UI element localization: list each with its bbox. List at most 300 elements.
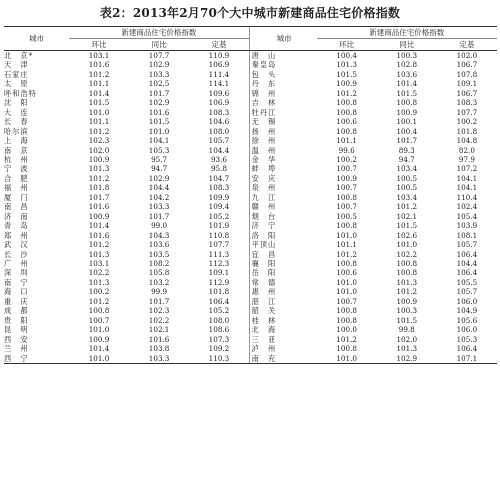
- table-row: [4, 60, 497, 69]
- left-base-cell: 110.8: [208, 230, 230, 240]
- left-yoy-cell: 103.5: [148, 249, 170, 259]
- right-mom-cell: 101.0: [336, 277, 357, 287]
- left-city-cell: 宁 波: [4, 164, 29, 174]
- right-yoy-cell: 102.8: [396, 60, 418, 70]
- mom-header-right: 环比: [317, 39, 377, 51]
- left-city-cell: 南 宁: [4, 277, 29, 287]
- table-row: [4, 316, 497, 325]
- right-mom-cell: 100.7: [336, 164, 357, 174]
- right-city-cell: 九 江: [251, 192, 277, 202]
- right-base-cell: 102.4: [456, 202, 478, 212]
- right-yoy-cell: 100.9: [396, 107, 418, 117]
- left-yoy-cell: 103.6: [148, 240, 170, 250]
- right-yoy-cell: 101.0: [396, 240, 418, 250]
- right-mom-cell: 101.0: [336, 287, 357, 297]
- right-city-cell: 平顶山: [251, 240, 277, 250]
- yoy-header-right: 同比: [377, 39, 437, 51]
- left-mom-cell: 101.4: [88, 221, 110, 231]
- left-base-cell: 107.3: [208, 334, 230, 344]
- right-base-cell: 106.4: [456, 344, 478, 354]
- left-yoy-cell: 102.9: [148, 60, 170, 70]
- right-base-cell: 106.4: [456, 268, 478, 278]
- left-base-cell: 93.6: [210, 154, 227, 164]
- table-row: [4, 51, 497, 61]
- table-row: [4, 70, 497, 79]
- right-yoy-cell: 94.7: [398, 154, 415, 164]
- left-yoy-cell: 103.3: [148, 69, 170, 79]
- group-header-right: 新建商品住宅价格指数: [317, 27, 497, 39]
- right-city-cell: 温 州: [251, 145, 277, 155]
- left-yoy-cell: 102.1: [148, 325, 170, 335]
- right-mom-cell: 101.0: [317, 354, 377, 364]
- right-mom-cell: 100.8: [336, 126, 357, 136]
- left-city-cell: 呼和浩特: [4, 88, 37, 98]
- left-city-cell: 济 南: [4, 211, 29, 221]
- left-city-cell: 合 肥: [4, 173, 29, 183]
- left-city-cell: 贵 阳: [4, 315, 29, 325]
- left-city-cell: 重 庆: [4, 296, 29, 306]
- left-city-cell: 石家庄: [4, 69, 29, 79]
- right-yoy-cell: 101.5: [396, 88, 418, 98]
- left-base-cell: 109.2: [208, 344, 230, 354]
- left-yoy-cell: 103.2: [148, 277, 170, 287]
- left-mom-cell: 101.0: [88, 107, 110, 117]
- left-mom-cell: 101.2: [88, 126, 110, 136]
- right-yoy-cell: 102.2: [396, 249, 418, 259]
- right-city-cell: 三 亚: [251, 334, 277, 344]
- table-row: [4, 193, 497, 202]
- left-city-cell: 深 圳: [4, 268, 29, 278]
- table-row: [4, 117, 497, 126]
- left-base-cell: 106.4: [208, 296, 230, 306]
- left-mom-cell: 100.2: [88, 287, 110, 297]
- left-mom-cell: 101.2: [88, 240, 110, 250]
- table-row: [4, 212, 497, 221]
- left-base-cell: 106.9: [208, 60, 230, 70]
- right-base-cell: 107.8: [456, 69, 478, 79]
- right-city-cell: 济 宁: [251, 221, 277, 231]
- left-mom-cell: 100.9: [88, 211, 110, 221]
- right-city-cell: 秦皇岛: [251, 60, 277, 70]
- right-city-cell: 常 德: [251, 277, 277, 287]
- right-base-cell: 82.0: [458, 145, 475, 155]
- right-city-cell: 泸 州: [251, 344, 277, 354]
- table-row: [4, 155, 497, 164]
- left-city-cell: 长 沙: [4, 249, 29, 259]
- table-row: [4, 297, 497, 306]
- right-mom-cell: 100.8: [336, 315, 357, 325]
- right-city-cell: 烟 台: [251, 211, 277, 221]
- right-base-cell: 106.4: [456, 249, 478, 259]
- left-base-cell: 107.7: [208, 240, 230, 250]
- table-row: [4, 354, 497, 364]
- left-yoy-cell: 99.0: [151, 221, 168, 231]
- right-yoy-cell: 100.3: [396, 51, 418, 60]
- right-mom-cell: 100.8: [336, 107, 357, 117]
- left-yoy-cell: 102.3: [148, 306, 170, 316]
- right-mom-cell: 100.5: [336, 211, 357, 221]
- left-yoy-cell: 99.9: [151, 287, 168, 297]
- right-yoy-cell: 101.2: [396, 287, 418, 297]
- table-title: 表2：2013年2月70个大中城市新建商品住宅价格指数: [99, 6, 401, 20]
- left-yoy-cell: 101.7: [148, 88, 170, 98]
- left-base-cell: 105.7: [208, 136, 230, 146]
- left-city-cell: 成 都: [4, 306, 29, 316]
- table-row: [4, 136, 497, 145]
- right-mom-cell: 100.7: [336, 202, 357, 212]
- left-yoy-cell: 103.8: [148, 344, 170, 354]
- right-city-cell: 扬 州: [251, 126, 277, 136]
- right-mom-cell: 99.6: [338, 145, 355, 155]
- left-mom-cell: 101.1: [88, 117, 110, 127]
- right-city-cell: 吉 林: [251, 98, 277, 108]
- right-yoy-cell: 103.4: [396, 164, 418, 174]
- left-city-cell: 大 连: [4, 107, 29, 117]
- left-city-cell: 青 岛: [4, 221, 29, 231]
- left-city-cell: 武 汉: [4, 240, 29, 250]
- left-mom-cell: 101.3: [88, 249, 110, 259]
- right-mom-cell: 100.8: [336, 221, 357, 231]
- price-index-table: [4, 26, 497, 364]
- left-yoy-cell: 108.2: [148, 258, 170, 268]
- right-base-cell: 106.0: [456, 296, 478, 306]
- right-mom-cell: 100.0: [336, 325, 357, 335]
- right-base-cell: 100.2: [456, 117, 478, 127]
- left-city-cell: 北 京*: [4, 51, 34, 60]
- left-yoy-cell: 101.0: [148, 126, 170, 136]
- right-mom-cell: 100.6: [336, 268, 357, 278]
- right-city-cell: 徐 州: [251, 136, 277, 146]
- right-mom-cell: 101.1: [336, 240, 357, 250]
- right-mom-cell: 101.3: [336, 60, 357, 70]
- right-base-cell: 104.1: [456, 173, 478, 183]
- right-city-cell: 惠 州: [251, 287, 277, 297]
- left-city-cell: 长 春: [4, 117, 29, 127]
- right-base-cell: 105.6: [456, 315, 478, 325]
- left-yoy-cell: 103.3: [129, 354, 189, 364]
- left-city-cell: 太 原: [4, 79, 29, 89]
- right-city-cell: 洛 阳: [251, 230, 277, 240]
- right-yoy-cell: 100.8: [396, 98, 418, 108]
- table-row: [4, 278, 497, 287]
- table-row: [4, 268, 497, 277]
- right-yoy-cell: 100.8: [396, 258, 418, 268]
- left-yoy-cell: 103.3: [148, 202, 170, 212]
- right-base-cell: 107.2: [456, 164, 478, 174]
- right-base-cell: 104.9: [456, 306, 478, 316]
- left-base-cell: 108.3: [208, 107, 230, 117]
- right-yoy-cell: 100.8: [396, 268, 418, 278]
- right-city-cell: 丹 东: [251, 79, 277, 89]
- left-yoy-cell: 95.7: [151, 154, 168, 164]
- right-city-cell: 韶 关: [251, 306, 277, 316]
- left-yoy-cell: 101.6: [148, 334, 170, 344]
- left-yoy-cell: 104.1: [148, 136, 170, 146]
- left-city-cell: 哈尔滨: [4, 126, 29, 136]
- left-city-cell: 兰 州: [4, 344, 29, 354]
- right-city-cell: 唐 山: [251, 51, 277, 60]
- right-yoy-cell: 100.3: [396, 306, 418, 316]
- right-mom-cell: 101.0: [336, 230, 357, 240]
- left-city-cell: 海 口: [4, 287, 29, 297]
- right-mom-cell: 100.8: [336, 258, 357, 268]
- right-city-cell: 湛 江: [251, 296, 277, 306]
- right-yoy-cell: 103.6: [396, 69, 418, 79]
- left-city-cell: 厦 门: [4, 192, 29, 202]
- right-yoy-cell: 100.1: [396, 117, 418, 127]
- right-city-cell: 无 锡: [251, 117, 277, 127]
- left-mom-cell: 103.1: [88, 258, 110, 268]
- right-base-cell: 97.9: [458, 154, 475, 164]
- right-yoy-cell: 102.0: [396, 334, 418, 344]
- right-base-cell: 106.0: [456, 325, 478, 335]
- left-mom-cell: 101.4: [88, 88, 110, 98]
- right-mom-cell: 100.7: [336, 183, 357, 193]
- table-row: [4, 221, 497, 230]
- table-row: [4, 231, 497, 240]
- left-yoy-cell: 104.2: [148, 192, 170, 202]
- table-row: [4, 183, 497, 192]
- left-yoy-cell: 105.3: [148, 145, 170, 155]
- right-mom-cell: 101.1: [336, 136, 357, 146]
- left-yoy-cell: 104.4: [148, 183, 170, 193]
- left-yoy-cell: 102.2: [148, 315, 170, 325]
- left-yoy-cell: 107.7: [148, 51, 170, 60]
- right-mom-cell: 100.9: [336, 79, 357, 89]
- left-city-cell: 昆 明: [4, 325, 29, 335]
- left-base-cell: 101.9: [208, 221, 230, 231]
- left-base-cell: 104.7: [208, 173, 230, 183]
- right-base-cell: 106.7: [456, 60, 478, 70]
- right-city-cell: 蚌 埠: [251, 164, 277, 174]
- right-mom-cell: 101.2: [336, 249, 357, 259]
- right-yoy-cell: 102.1: [396, 211, 418, 221]
- left-yoy-cell: 104.3: [148, 230, 170, 240]
- right-yoy-cell: 100.9: [396, 296, 418, 306]
- left-base-cell: 105.2: [208, 306, 230, 316]
- right-yoy-cell: 100.5: [396, 173, 418, 183]
- left-mom-cell: 101.8: [88, 183, 110, 193]
- right-base-cell: 106.7: [456, 88, 478, 98]
- right-yoy-cell: 103.4: [396, 192, 418, 202]
- left-base-cell: 112.9: [208, 277, 230, 287]
- left-base-cell: 108.6: [208, 325, 230, 335]
- left-base-cell: 111.3: [208, 249, 230, 259]
- right-base-cell: 109.1: [456, 79, 478, 89]
- right-yoy-cell: 101.2: [396, 202, 418, 212]
- left-mom-cell: 101.6: [88, 60, 110, 70]
- right-base-cell: 110.4: [456, 192, 478, 202]
- city-header-right: 城市: [252, 27, 317, 51]
- left-yoy-cell: 101.6: [148, 107, 170, 117]
- left-mom-cell: 102.3: [88, 136, 110, 146]
- left-city-cell: 郑 州: [4, 230, 29, 240]
- left-mom-cell: 101.2: [88, 296, 110, 306]
- table-row: [4, 146, 497, 155]
- left-base-cell: 109.6: [208, 88, 230, 98]
- mom-header-left: 环比: [69, 39, 129, 51]
- right-mom-cell: 100.7: [336, 296, 357, 306]
- left-mom-cell: 101.3: [88, 277, 110, 287]
- left-base-cell: 110.3: [189, 354, 249, 364]
- left-base-cell: 109.1: [208, 268, 230, 278]
- right-mom-cell: 100.8: [336, 98, 357, 108]
- left-base-cell: 101.8: [208, 287, 230, 297]
- left-mom-cell: 101.0: [88, 325, 110, 335]
- table-row: [4, 98, 497, 107]
- left-base-cell: 106.9: [208, 98, 230, 108]
- left-base-cell: 105.2: [208, 211, 230, 221]
- left-base-cell: 95.8: [210, 164, 227, 174]
- right-base-cell: 107.1: [437, 354, 497, 364]
- right-yoy-cell: 102.6: [396, 230, 418, 240]
- right-yoy-cell: 101.5: [396, 221, 418, 231]
- table-row: [4, 108, 497, 117]
- right-yoy-cell: 101.3: [396, 277, 418, 287]
- right-city-cell: 赣 州: [251, 202, 277, 212]
- left-base-cell: 110.9: [208, 51, 230, 60]
- left-city-cell: 西 宁: [4, 354, 69, 364]
- table-row: [4, 174, 497, 183]
- right-city-cell: 岳 阳: [251, 268, 277, 278]
- left-mom-cell: 101.6: [88, 230, 110, 240]
- left-yoy-cell: 94.7: [151, 164, 168, 174]
- left-mom-cell: 100.9: [88, 334, 110, 344]
- right-mom-cell: 100.9: [336, 173, 357, 183]
- right-city-cell: 安 庆: [251, 173, 277, 183]
- right-base-cell: 105.5: [456, 277, 478, 287]
- base-header-right: 定基: [437, 39, 497, 51]
- left-yoy-cell: 101.7: [148, 296, 170, 306]
- base-header-left: 定基: [189, 39, 249, 51]
- yoy-header-left: 同比: [129, 39, 189, 51]
- right-base-cell: 108.1: [456, 230, 478, 240]
- left-base-cell: 104.4: [208, 145, 230, 155]
- left-base-cell: 112.3: [208, 258, 230, 268]
- left-city-cell: 广 州: [4, 258, 29, 268]
- left-base-cell: 108.0: [208, 315, 230, 325]
- right-base-cell: 104.1: [456, 183, 478, 193]
- right-base-cell: 105.3: [456, 334, 478, 344]
- table-row: [4, 344, 497, 353]
- right-base-cell: 105.7: [456, 287, 478, 297]
- left-mom-cell: 101.2: [88, 173, 110, 183]
- left-city-cell: 沈 阳: [4, 98, 29, 108]
- left-city-cell: 南 京: [4, 145, 29, 155]
- left-base-cell: 109.9: [208, 192, 230, 202]
- left-mom-cell: 101.0: [69, 354, 129, 364]
- left-mom-cell: 101.2: [88, 69, 110, 79]
- right-mom-cell: 100.2: [336, 154, 357, 164]
- right-base-cell: 105.4: [456, 211, 478, 221]
- left-mom-cell: 101.6: [88, 202, 110, 212]
- table-row: [4, 287, 497, 296]
- right-yoy-cell: 100.4: [396, 126, 418, 136]
- right-mom-cell: 100.8: [336, 192, 357, 202]
- right-city-cell: 桂 林: [251, 315, 277, 325]
- left-base-cell: 114.1: [208, 79, 230, 89]
- right-city-cell: 南 充: [252, 354, 317, 364]
- table-row: [4, 325, 497, 334]
- table-row: [4, 164, 497, 173]
- left-mom-cell: 101.4: [88, 344, 110, 354]
- left-city-cell: 天 津: [4, 60, 29, 70]
- left-mom-cell: 101.5: [88, 98, 110, 108]
- right-mom-cell: 100.4: [336, 51, 357, 60]
- right-yoy-cell: 101.7: [396, 136, 418, 146]
- table-row: [4, 306, 497, 315]
- right-mom-cell: 101.2: [336, 334, 357, 344]
- right-city-cell: 宜 昌: [251, 249, 277, 259]
- right-yoy-cell: 99.8: [398, 325, 415, 335]
- right-mom-cell: 100.8: [336, 344, 357, 354]
- left-city-cell: 南 昌: [4, 202, 29, 212]
- right-base-cell: 102.0: [456, 51, 478, 60]
- left-yoy-cell: 101.5: [148, 117, 170, 127]
- right-mom-cell: 101.5: [336, 69, 357, 79]
- right-city-cell: 包 头: [251, 69, 277, 79]
- left-mom-cell: 100.9: [88, 154, 110, 164]
- left-mom-cell: 101.7: [88, 192, 110, 202]
- left-mom-cell: 100.8: [88, 306, 110, 316]
- right-yoy-cell: 101.4: [396, 79, 418, 89]
- right-base-cell: 108.3: [456, 98, 478, 108]
- right-mom-cell: 101.2: [336, 88, 357, 98]
- left-base-cell: 104.6: [208, 117, 230, 127]
- right-city-cell: 泉 州: [251, 183, 277, 193]
- left-city-cell: 杭 州: [4, 154, 29, 164]
- table-row: [4, 250, 497, 259]
- right-city-cell: 襄 阳: [251, 258, 277, 268]
- left-city-cell: 上 海: [4, 136, 29, 146]
- table-row: [4, 335, 497, 344]
- right-yoy-cell: 101.5: [396, 315, 418, 325]
- table-row: [4, 259, 497, 268]
- left-yoy-cell: 102.9: [148, 98, 170, 108]
- left-city-cell: 西 安: [4, 334, 29, 344]
- left-yoy-cell: 101.7: [148, 211, 170, 221]
- left-mom-cell: 103.1: [88, 51, 110, 60]
- right-base-cell: 105.7: [456, 240, 478, 250]
- right-yoy-cell: 101.3: [396, 344, 418, 354]
- table-row: [4, 240, 497, 249]
- right-base-cell: 103.9: [456, 221, 478, 231]
- right-mom-cell: 100.6: [336, 117, 357, 127]
- right-yoy-cell: 100.5: [396, 183, 418, 193]
- left-mom-cell: 102.2: [88, 268, 110, 278]
- right-city-cell: 牡丹江: [251, 107, 277, 117]
- right-yoy-cell: 102.9: [377, 354, 437, 364]
- group-header-left: 新建商品住宅价格指数: [69, 27, 249, 39]
- table-row: [4, 79, 497, 88]
- left-mom-cell: 100.7: [88, 315, 110, 325]
- right-city-cell: 北 海: [251, 325, 277, 335]
- table-row: [4, 89, 497, 98]
- city-header-left: 城市: [4, 27, 69, 51]
- left-yoy-cell: 102.5: [148, 79, 170, 89]
- left-mom-cell: 102.0: [88, 145, 110, 155]
- right-city-cell: 金 华: [251, 154, 277, 164]
- left-base-cell: 108.0: [208, 126, 230, 136]
- left-base-cell: 108.3: [208, 183, 230, 193]
- left-mom-cell: 101.1: [88, 79, 110, 89]
- left-yoy-cell: 105.8: [148, 268, 170, 278]
- right-base-cell: 104.8: [456, 136, 478, 146]
- left-base-cell: 111.4: [208, 69, 230, 79]
- table-row: [4, 202, 497, 211]
- left-city-cell: 福 州: [4, 183, 29, 193]
- left-mom-cell: 101.3: [88, 164, 110, 174]
